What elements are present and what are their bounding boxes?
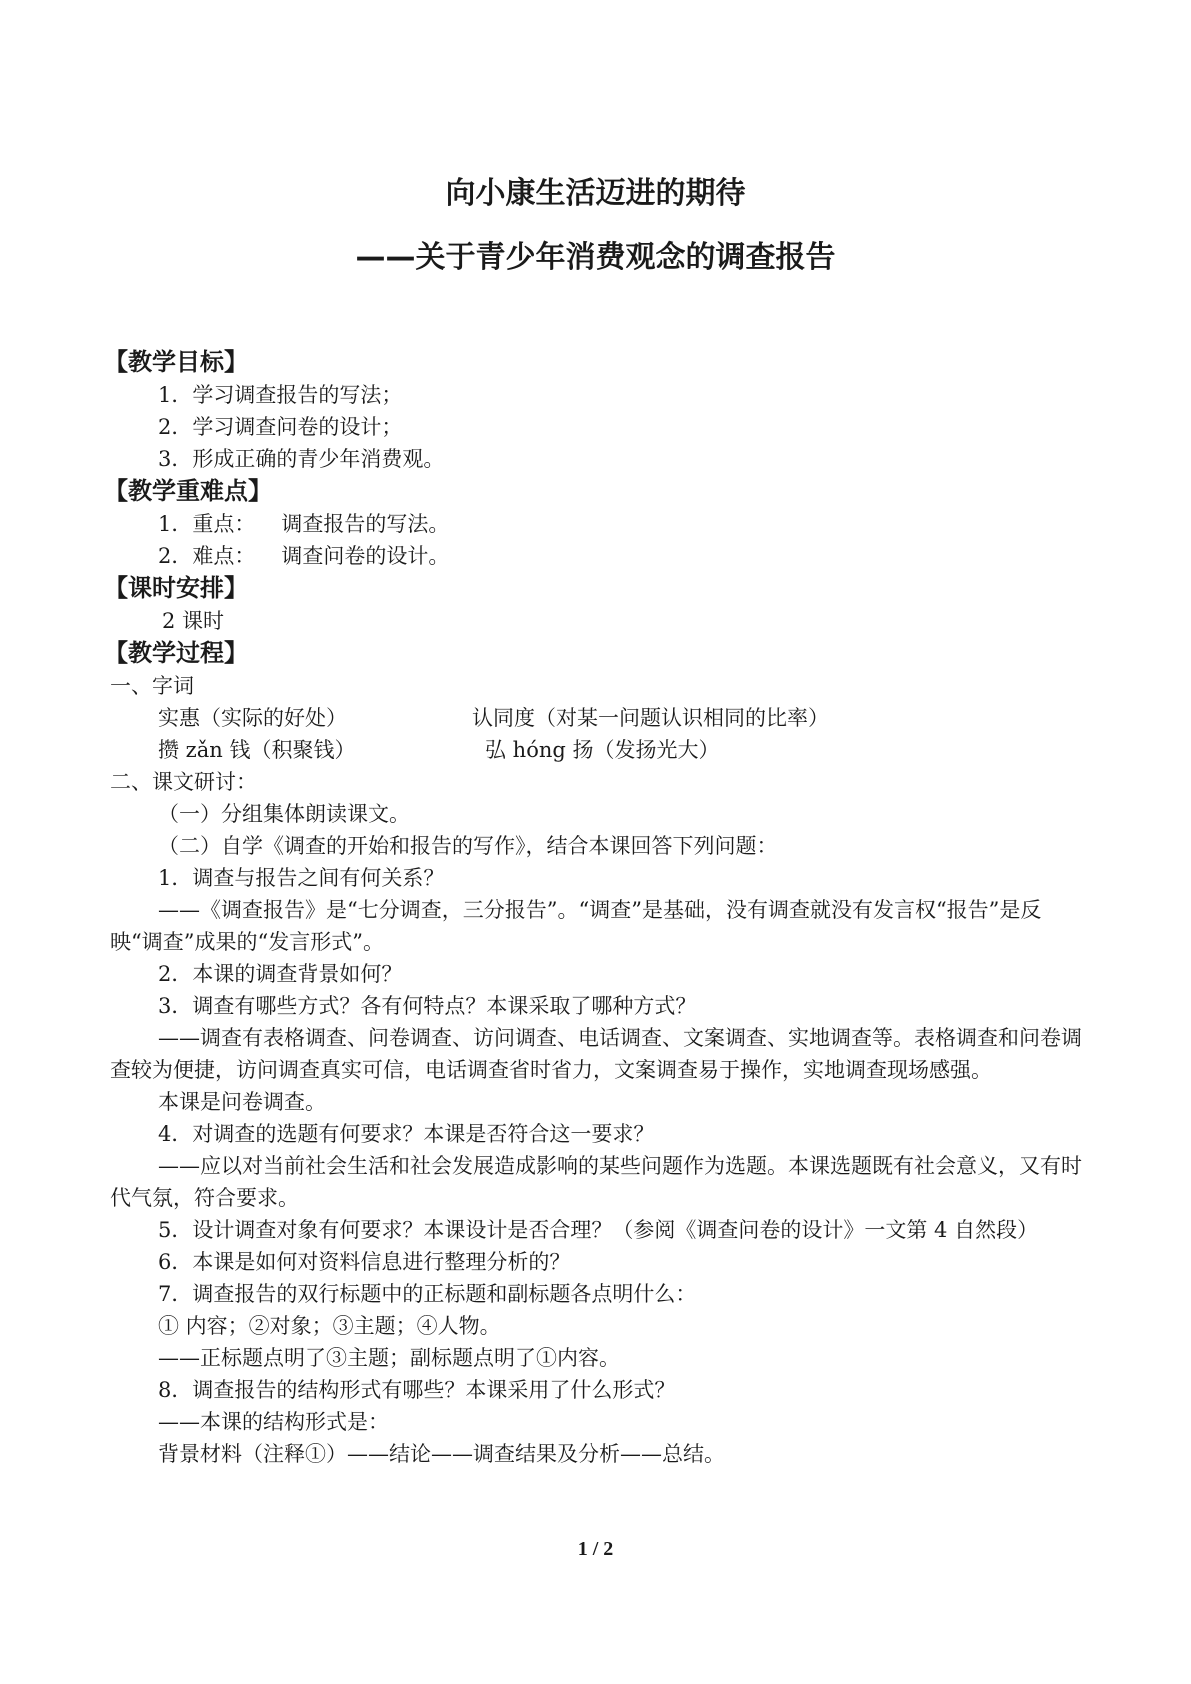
question: 8．调查报告的结构形式有哪些？本课采用了什么形式？ bbox=[158, 1378, 676, 1402]
keypoint-text: 调查问卷的设计。 bbox=[281, 544, 450, 568]
answer-paragraph: ——调查有表格调查、问卷调查、访问调查、电话调查、文案调查、实地调查等。表格调查和问卷调查较为便捷，访问调查真实可信，电话调查省时省力，文案调查易于操作，实地调查现场感强。 bbox=[110, 1026, 1082, 1082]
goal-item: 2．学习调查问卷的设计； bbox=[158, 415, 403, 439]
question: 4．对调查的选题有何要求？本课是否符合这一要求？ bbox=[158, 1122, 655, 1146]
structure-line: 背景材料（注释①）——结论——调查结果及分析——总结。 bbox=[158, 1442, 725, 1466]
step-line: （一）分组集体朗读课文。 bbox=[158, 802, 410, 826]
section-heading-keypoints: 【教学重难点】 bbox=[104, 477, 272, 505]
keypoint-label: 2．难点： bbox=[158, 544, 256, 568]
vocab-left: 攒 zǎn 钱（积聚钱） bbox=[158, 738, 356, 762]
vocab-right: 弘 hóng 扬（发扬光大） bbox=[485, 738, 720, 762]
question-paragraph: 5．设计调查对象有何要求？本课设计是否合理？（参阅《调查问卷的设计》一文第 4 自然段） bbox=[158, 1218, 1039, 1242]
step-line: （二）自学《调查的开始和报告的写作》，结合本课回答下列问题： bbox=[158, 834, 778, 858]
goal-item: 3．形成正确的青少年消费观。 bbox=[158, 447, 445, 471]
section-heading-schedule: 【课时安排】 bbox=[104, 574, 248, 602]
answer-line: ——本课的结构形式是： bbox=[158, 1410, 389, 1434]
keypoint-text: 调查报告的写法。 bbox=[281, 512, 450, 536]
keypoint-item bbox=[110, 540, 1090, 572]
goal-item: 1．学习调查报告的写法； bbox=[158, 383, 403, 407]
schedule-text: 2 课时 bbox=[162, 609, 225, 633]
vocab-row bbox=[110, 734, 1090, 766]
question: 6．本课是如何对资料信息进行整理分析的？ bbox=[158, 1250, 571, 1274]
vocab-row bbox=[110, 702, 1090, 734]
section-heading-process: 【教学过程】 bbox=[104, 639, 248, 667]
question: 2．本课的调查背景如何？ bbox=[158, 962, 403, 986]
question: 7．调查报告的双行标题中的正标题和副标题各点明什么： bbox=[158, 1282, 697, 1306]
main-title: 向小康生活迈进的期待 bbox=[445, 176, 746, 211]
keypoint-label: 1．重点： bbox=[158, 512, 256, 536]
section-heading-goals: 【教学目标】 bbox=[104, 348, 248, 376]
question: 1．调查与报告之间有何关系？ bbox=[158, 866, 445, 890]
keypoint-item bbox=[110, 508, 1090, 540]
answer-line: 本课是问卷调查。 bbox=[158, 1090, 326, 1114]
page-number: 1 / 2 bbox=[577, 1538, 614, 1560]
question: 3．调查有哪些方式？各有何特点？本课采取了哪种方式？ bbox=[158, 994, 697, 1018]
answer-paragraph: ——《调查报告》是“七分调查，三分报告”。“调查”是基础，没有调查就没有发言权“报告”是反映“调查”成果的“发言形式”。 bbox=[110, 898, 1042, 954]
answer-paragraph: ——应以对当前社会生活和社会发展造成影响的某些问题作为选题。本课选题既有社会意义，又有时代气氛，符合要求。 bbox=[110, 1154, 1082, 1210]
sub-title: ——关于青少年消费观念的调查报告 bbox=[355, 240, 836, 275]
subsection-study: 二、课文研讨： bbox=[110, 770, 257, 794]
document-body bbox=[104, 346, 1090, 1470]
options-line: ① 内容；②对象；③主题；④人物。 bbox=[158, 1314, 501, 1338]
vocab-right: 认同度（对某一问题认识相同的比率） bbox=[472, 706, 829, 730]
vocab-left: 实惠（实际的好处） bbox=[158, 706, 347, 730]
subsection-vocab: 一、字词 bbox=[110, 674, 194, 698]
answer-line: ——正标题点明了③主题；副标题点明了①内容。 bbox=[158, 1346, 620, 1370]
